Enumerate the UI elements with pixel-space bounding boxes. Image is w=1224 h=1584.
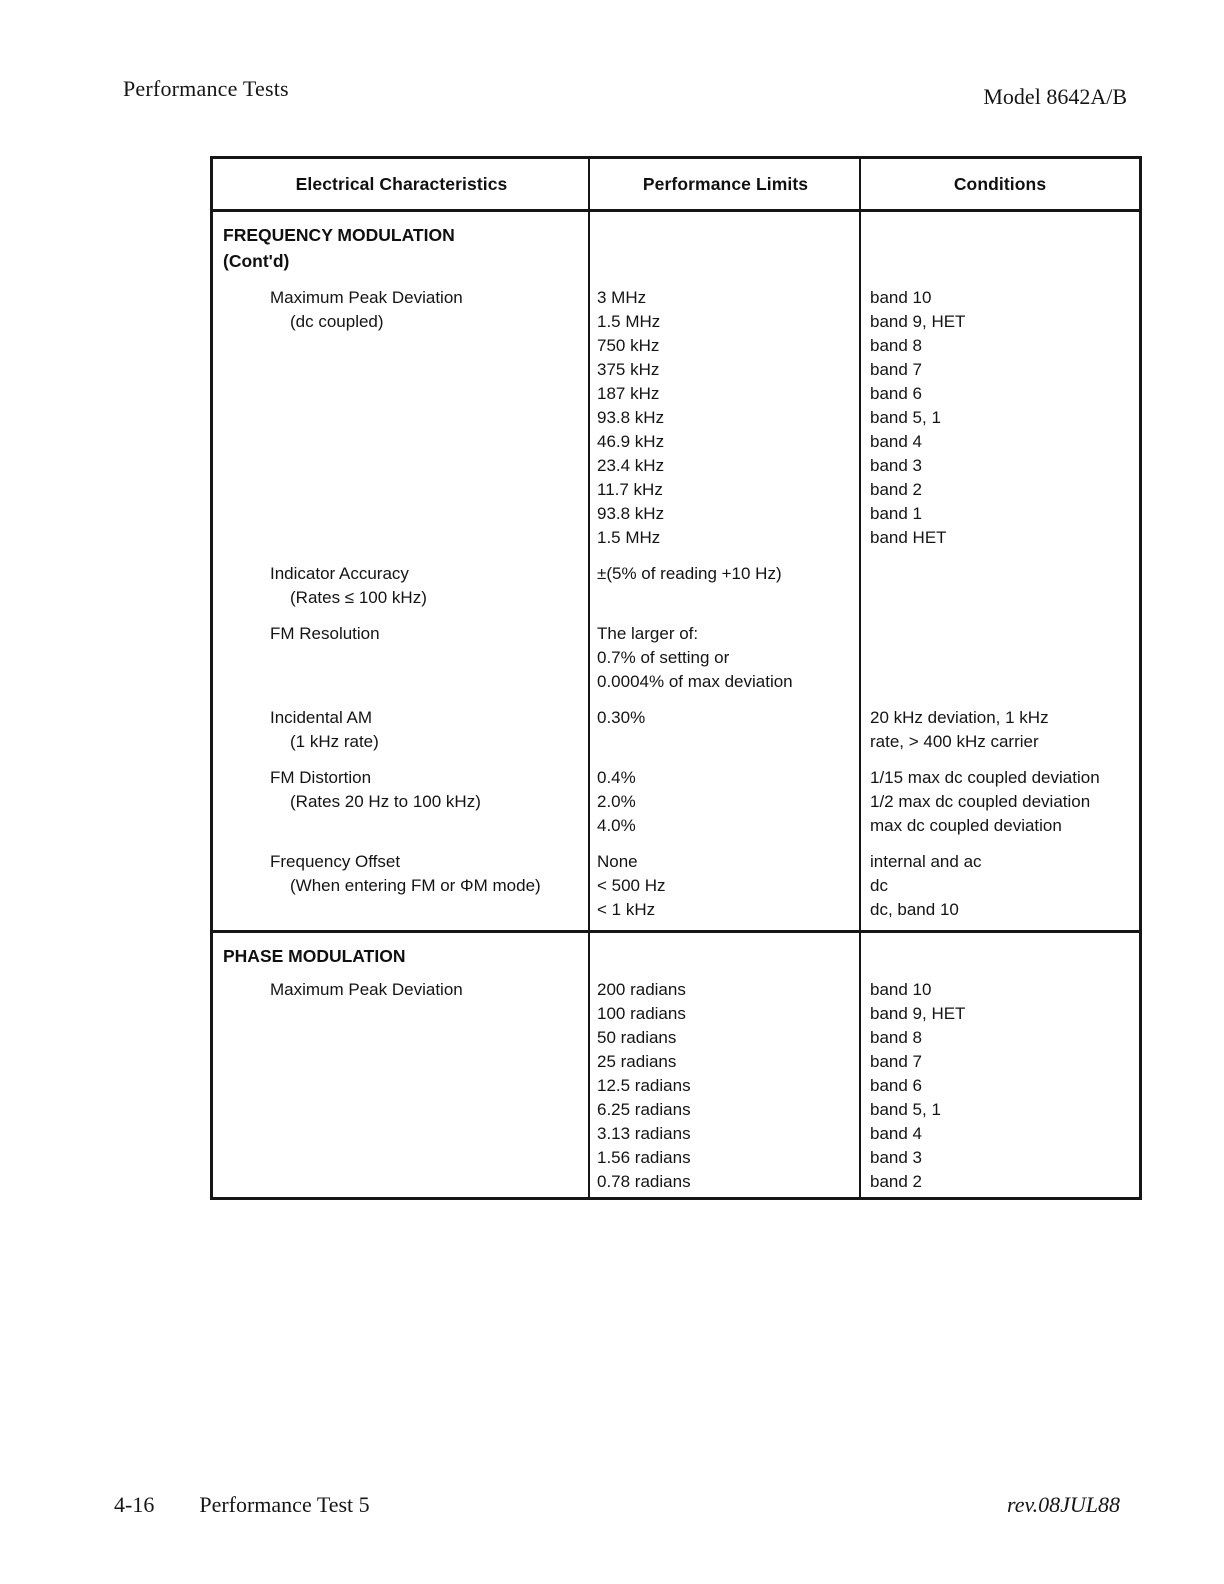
condition-line: band 7 (870, 1052, 922, 1071)
limit-line: 11.7 kHz (597, 480, 663, 499)
condition-line: dc, band 10 (870, 900, 959, 919)
limit-line: 3 MHz (597, 288, 647, 307)
characteristic-cell (213, 622, 590, 694)
condition-line: band 9, HET (870, 312, 966, 331)
section-title-line: (Cont'd) (223, 251, 290, 271)
limit-line: None (597, 852, 638, 871)
characteristic-cell (213, 978, 590, 1194)
condition-line: band 2 (870, 1172, 922, 1191)
characteristic-line: FM Resolution (270, 624, 380, 643)
limit-line: 750 kHz (597, 336, 660, 355)
limit-line: 4.0% (597, 816, 636, 835)
condition-line: band 3 (870, 1148, 922, 1167)
limit-line: 46.9 kHz (597, 432, 665, 451)
limit-line: 375 kHz (597, 360, 660, 379)
condition-line: band HET (870, 528, 947, 547)
limit-line: 12.5 radians (597, 1076, 691, 1095)
characteristic-line: Maximum Peak Deviation (270, 980, 463, 999)
spec-row (213, 850, 1139, 922)
limit-line: 25 radians (597, 1052, 677, 1071)
limit-line: 1.5 MHz (597, 528, 661, 547)
characteristic-line: (Rates ≤ 100 kHz) (290, 588, 427, 607)
condition-line: band 10 (870, 980, 932, 999)
characteristic-line: (When entering FM or ΦM mode) (290, 876, 541, 895)
spec-row (213, 286, 1139, 550)
condition-line: band 8 (870, 336, 922, 355)
limit-line: 50 radians (597, 1028, 677, 1047)
column-header-conditions: Conditions (953, 173, 1047, 194)
characteristic-cell (213, 850, 590, 922)
running-header-left: Performance Tests (123, 76, 289, 101)
condition-line: band 2 (870, 480, 922, 499)
section-title-line: FREQUENCY MODULATION (223, 225, 455, 245)
revision-label: rev.08JUL88 (1006, 1492, 1120, 1517)
limit-line: 0.30% (597, 708, 646, 727)
section-frequency-modulation (213, 222, 1139, 933)
condition-line: internal and ac (870, 852, 982, 871)
spec-row (213, 622, 1139, 694)
limit-line: The larger of: (597, 624, 699, 643)
limit-line: 187 kHz (597, 384, 660, 403)
spec-row (213, 562, 1139, 610)
limit-line: 6.25 radians (597, 1100, 691, 1119)
condition-line: 20 kHz deviation, 1 kHz (870, 708, 1049, 727)
characteristic-line: (1 kHz rate) (290, 732, 379, 751)
limits-cell (590, 286, 861, 550)
condition-line: max dc coupled deviation (870, 816, 1062, 835)
characteristic-line: Frequency Offset (270, 852, 401, 871)
condition-line: band 5, 1 (870, 408, 941, 427)
condition-line: band 7 (870, 360, 922, 379)
limits-cell (590, 706, 861, 754)
limit-line: 0.0004% of max deviation (597, 672, 793, 691)
limit-line: < 1 kHz (597, 900, 656, 919)
characteristic-cell (213, 706, 590, 754)
conditions-cell (861, 706, 1139, 754)
page-number: 4-16 (114, 1492, 155, 1517)
characteristic-line: FM Distortion (270, 768, 372, 787)
condition-line: band 4 (870, 1124, 922, 1143)
limit-line: 93.8 kHz (597, 408, 665, 427)
spec-row (213, 706, 1139, 754)
running-header-model-number: Model 8642A/B (983, 84, 1127, 109)
condition-line: band 6 (870, 1076, 922, 1095)
condition-line: band 4 (870, 432, 922, 451)
limit-line: 23.4 kHz (597, 456, 665, 475)
column-header-performance-limits: Performance Limits (642, 173, 809, 194)
limits-cell (590, 562, 861, 610)
electrical-characteristics-table (210, 156, 1142, 1200)
section-title-line: PHASE MODULATION (223, 946, 406, 966)
conditions-cell (861, 622, 1139, 694)
characteristic-cell (213, 766, 590, 838)
condition-line: band 10 (870, 288, 932, 307)
characteristic-cell (213, 286, 590, 550)
spec-row (213, 766, 1139, 838)
limits-cell (590, 978, 861, 1194)
condition-line: 1/15 max dc coupled deviation (870, 768, 1100, 787)
characteristic-line: (Rates 20 Hz to 100 kHz) (290, 792, 481, 811)
conditions-cell (861, 766, 1139, 838)
conditions-cell (861, 286, 1139, 550)
section-title-frequency-modulation (213, 222, 1139, 274)
limits-cell (590, 622, 861, 694)
section-title-phase-modulation (213, 943, 1139, 969)
limit-line: 0.7% of setting or (597, 648, 730, 667)
condition-line: rate, > 400 kHz carrier (870, 732, 1039, 751)
condition-line: band 1 (870, 504, 922, 523)
limit-line: 3.13 radians (597, 1124, 691, 1143)
conditions-cell (861, 562, 1139, 610)
spec-row (213, 978, 1139, 1194)
condition-line: dc (870, 876, 888, 895)
limit-line: 93.8 kHz (597, 504, 665, 523)
conditions-cell (861, 850, 1139, 922)
characteristic-line: (dc coupled) (290, 312, 384, 331)
footer-test-label: Performance Test 5 (199, 1492, 370, 1517)
limit-line: ±(5% of reading +10 Hz) (597, 564, 782, 583)
limit-line: < 500 Hz (597, 876, 666, 895)
limit-line: 100 radians (597, 1004, 686, 1023)
limit-line: 1.56 radians (597, 1148, 691, 1167)
characteristic-line: Incidental AM (270, 708, 373, 727)
table-header-row (213, 159, 1139, 212)
condition-line: band 9, HET (870, 1004, 966, 1023)
condition-line: band 5, 1 (870, 1100, 941, 1119)
limit-line: 0.4% (597, 768, 636, 787)
condition-line: 1/2 max dc coupled deviation (870, 792, 1091, 811)
limit-line: 200 radians (597, 980, 686, 999)
limits-cell (590, 766, 861, 838)
characteristic-line: Indicator Accuracy (270, 564, 409, 583)
condition-line: band 3 (870, 456, 922, 475)
column-header-electrical-characteristics: Electrical Characteristics (295, 173, 508, 194)
limit-line: 0.78 radians (597, 1172, 691, 1191)
condition-line: band 8 (870, 1028, 922, 1047)
table-sections (213, 222, 1139, 1220)
characteristic-line: Maximum Peak Deviation (270, 288, 463, 307)
section-phase-modulation (213, 943, 1139, 1220)
condition-line: band 6 (870, 384, 922, 403)
limits-cell (590, 850, 861, 922)
limit-line: 2.0% (597, 792, 636, 811)
characteristic-cell (213, 562, 590, 610)
limit-line: 1.5 MHz (597, 312, 661, 331)
page-footer-left (114, 1492, 370, 1518)
conditions-cell (861, 978, 1139, 1194)
